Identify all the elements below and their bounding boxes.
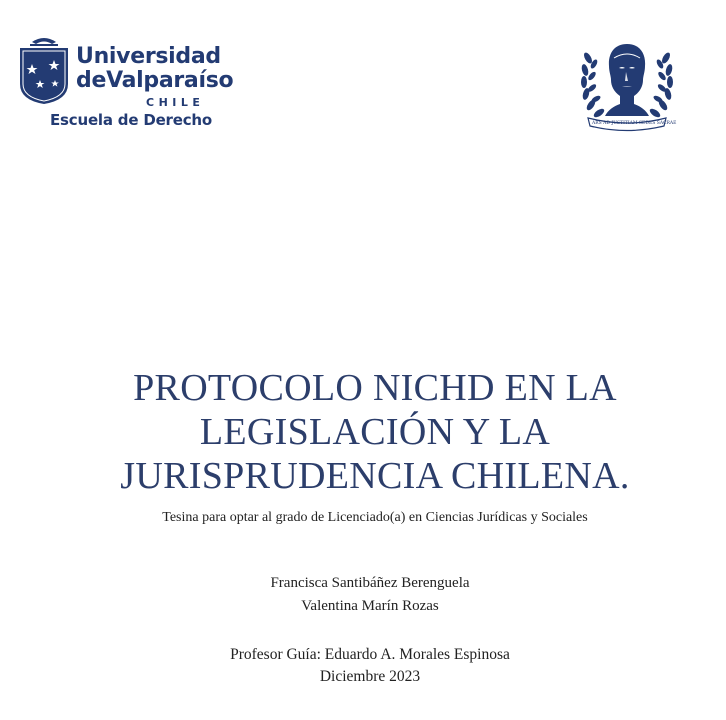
author-name: Francisca Santibáñez Berenguela [270,575,470,591]
advisor-name: Profesor Guía: Eduardo A. Morales Espinosa [230,646,510,663]
emblem-motto: ARS AD JUSTITIAM SEDES SACRAE [592,121,677,126]
school-name: Escuela de Derecho [50,111,213,129]
title-line: LEGISLACIÓN Y LA [199,411,551,453]
title-line: JURISPRUDENCIA CHILENA. [120,455,630,497]
university-name-line1: Universidad [76,44,221,69]
document-title [80,366,670,498]
title-line: PROTOCOLO NICHD EN LA [133,367,617,409]
authors-block [160,572,580,618]
university-logo [18,34,234,134]
document-subtitle: Tesina para optar al grado de Licenciado(a) en Ciencias Jurídicas y Sociales [162,510,588,525]
faculty-emblem [578,38,676,138]
university-country: CHILE [146,96,205,109]
document-date: Diciembre 2023 [319,668,421,685]
author-name: Valentina Marín Rozas [301,598,439,614]
university-name-line2: deValparaíso [76,68,234,93]
advisor-block [160,644,580,688]
university-shield-icon [18,34,70,106]
